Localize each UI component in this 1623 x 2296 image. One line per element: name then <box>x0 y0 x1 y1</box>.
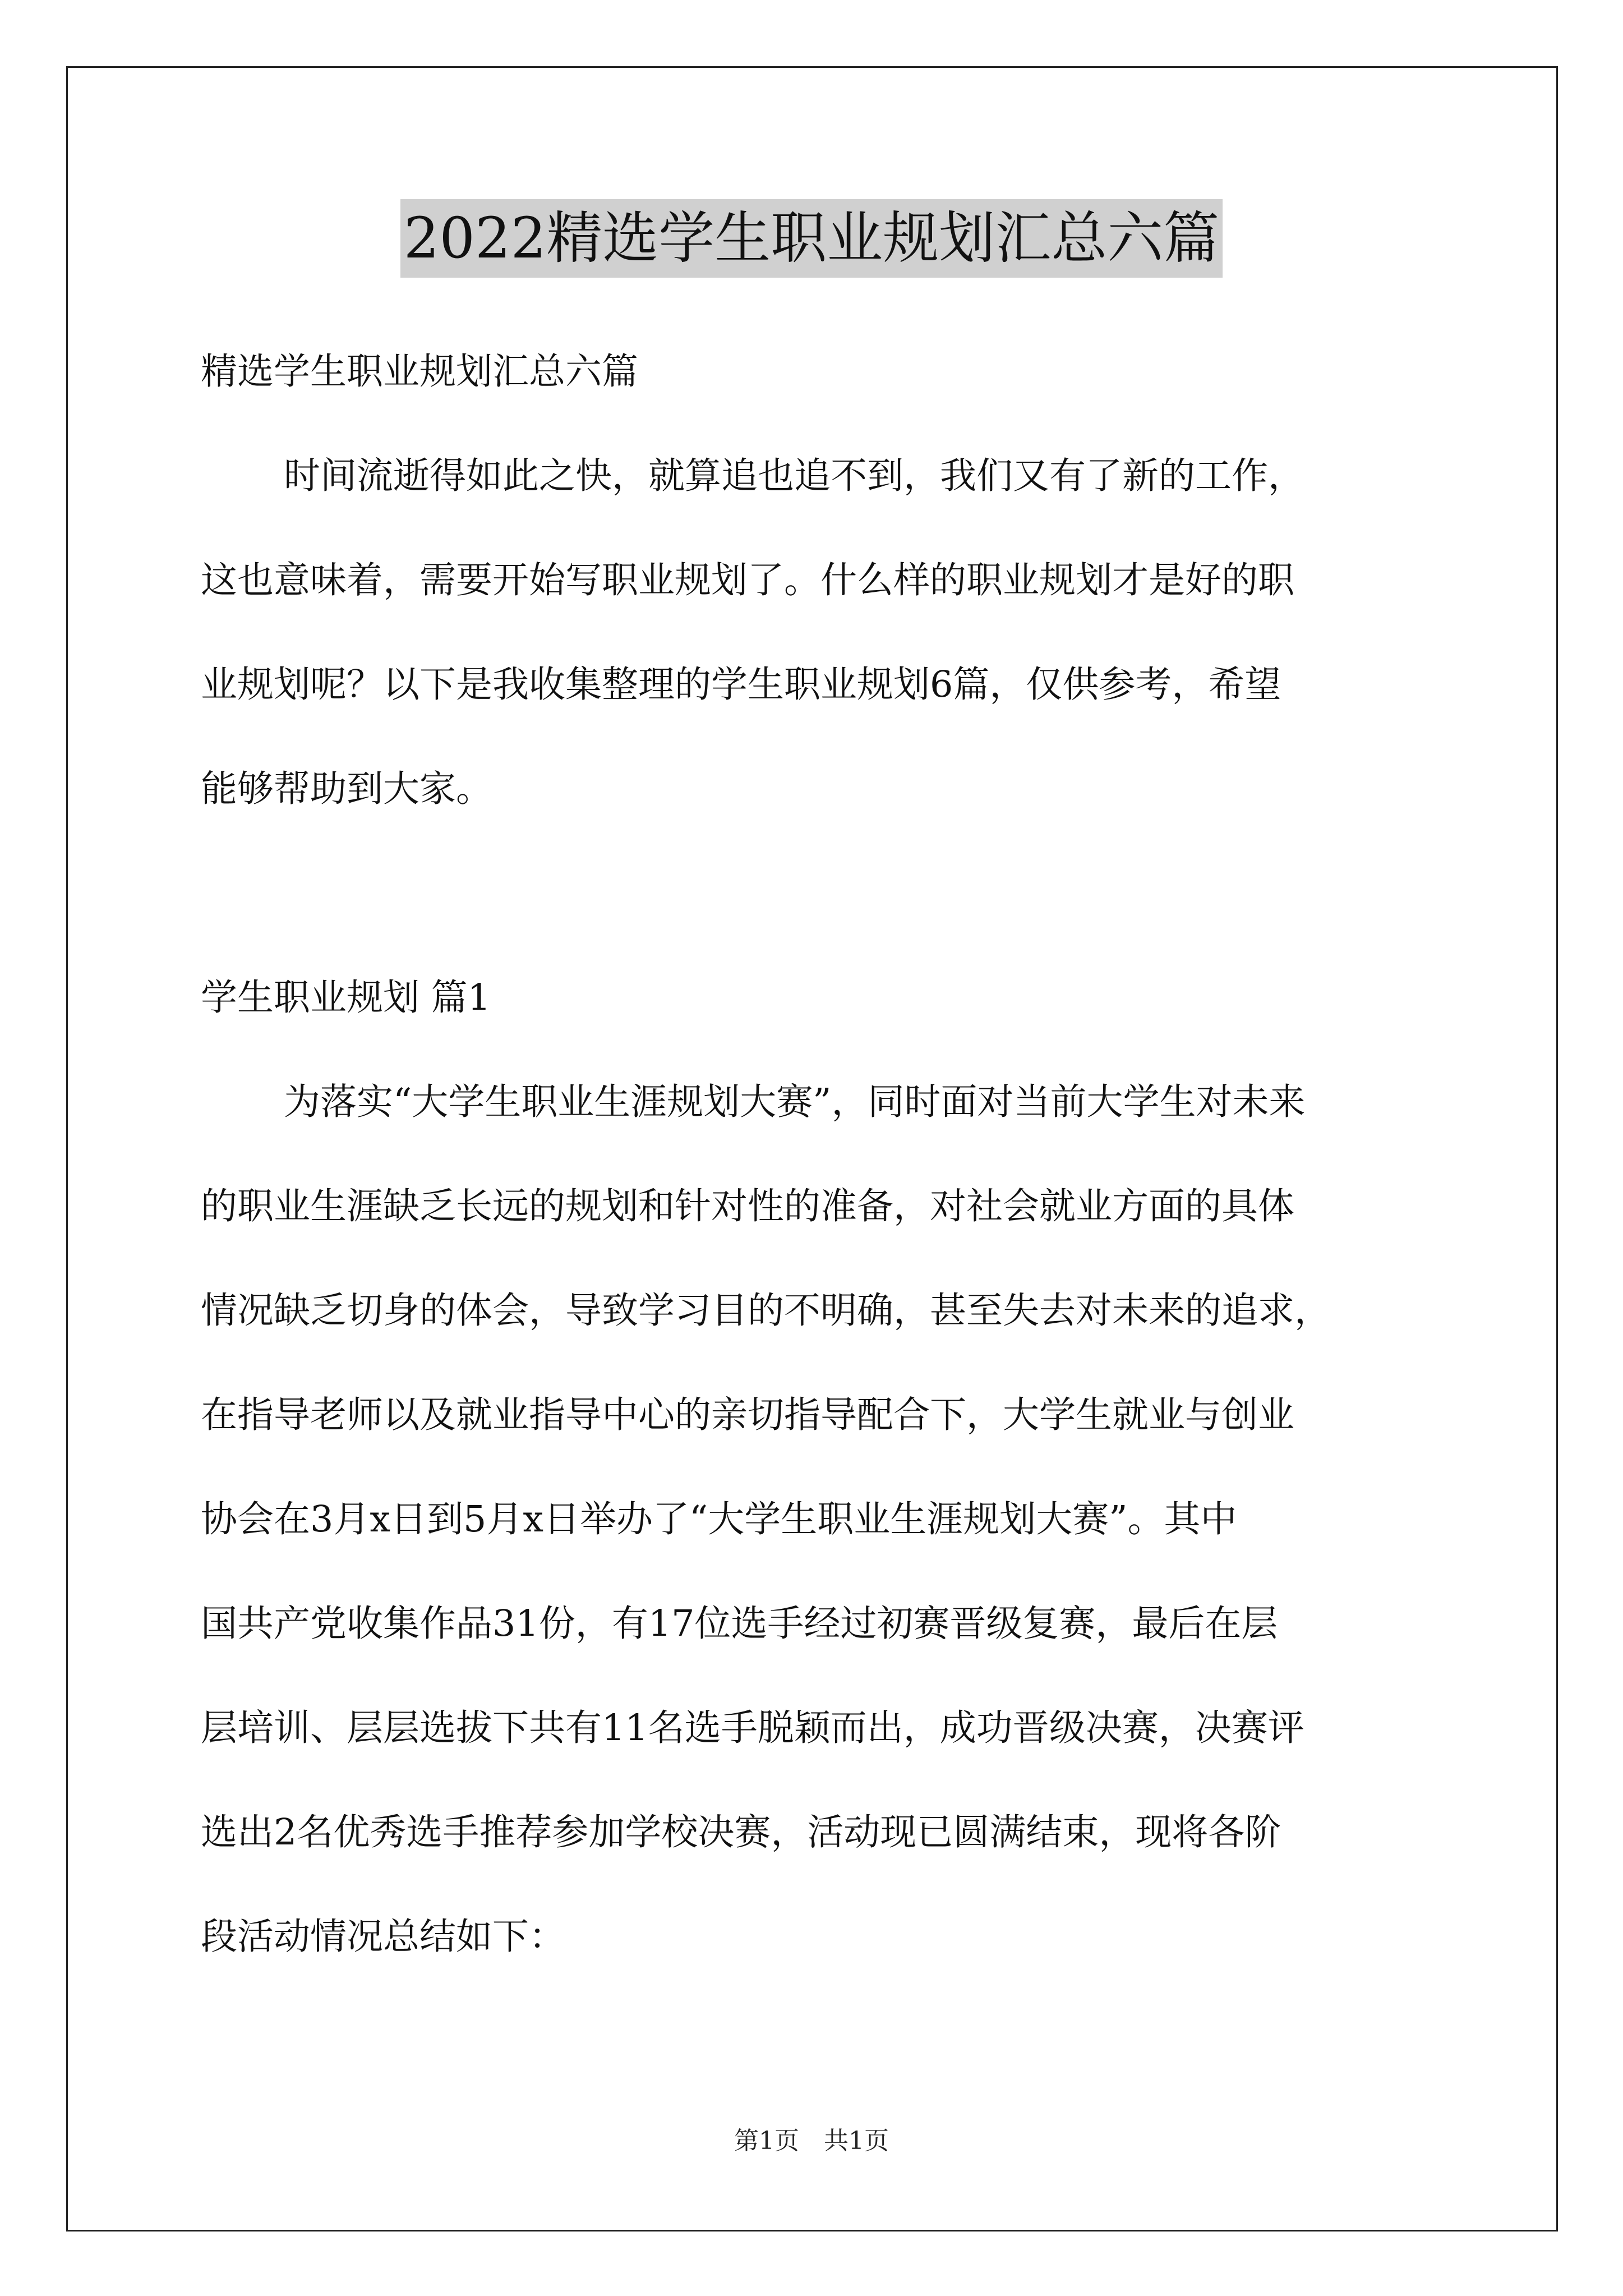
section-line-8: 选出2名优秀选手推荐参加学校决赛，活动现已圆满结束，现将各阶 <box>201 1811 1281 1853</box>
title-area <box>0 199 1623 278</box>
intro-line-4: 能够帮助到大家。 <box>201 768 493 810</box>
section-line-7: 层培训、层层选拔下共有11名选手脱颖而出，成功晋级决赛，决赛评 <box>201 1707 1304 1749</box>
intro-line-3: 业规划呢？以下是我收集整理的学生职业规划6篇，仅供参考，希望 <box>201 664 1281 706</box>
document-body <box>201 320 1435 1989</box>
section-line-3: 情况缺乏切身的体会，导致学习目的不明确，甚至失去对未来的追求， <box>201 1290 1331 1332</box>
page-footer: 第1页 共1页 <box>734 2127 889 2155</box>
section-heading: 学生职业规划 篇1 <box>201 977 491 1019</box>
section-line-6: 国共产党收集作品31份，有17位选手经过初赛晋级复赛，最后在层 <box>201 1603 1278 1645</box>
document-title: 2022精选学生职业规划汇总六篇 <box>400 199 1223 278</box>
section-line-5: 协会在3月x日到5月x日举办了“大学生职业生涯规划大赛”。其中 <box>201 1498 1237 1540</box>
intro-line-2: 这也意味着，需要开始写职业规划了。什么样的职业规划才是好的职 <box>201 559 1295 601</box>
intro-line-1: 时间流逝得如此之快，就算追也追不到，我们又有了新的工作， <box>284 455 1305 497</box>
document-subtitle: 精选学生职业规划汇总六篇 <box>201 351 639 393</box>
section-line-2: 的职业生涯缺乏长远的规划和针对性的准备，对社会就业方面的具体 <box>201 1185 1295 1227</box>
section-line-1: 为落实“大学生职业生涯规划大赛”，同时面对当前大学生对未来 <box>284 1081 1306 1123</box>
paragraph-gap <box>201 841 1435 946</box>
section-line-9: 段活动情况总结如下： <box>201 1916 566 1958</box>
section-line-4: 在指导老师以及就业指导中心的亲切指导配合下，大学生就业与创业 <box>201 1394 1295 1436</box>
